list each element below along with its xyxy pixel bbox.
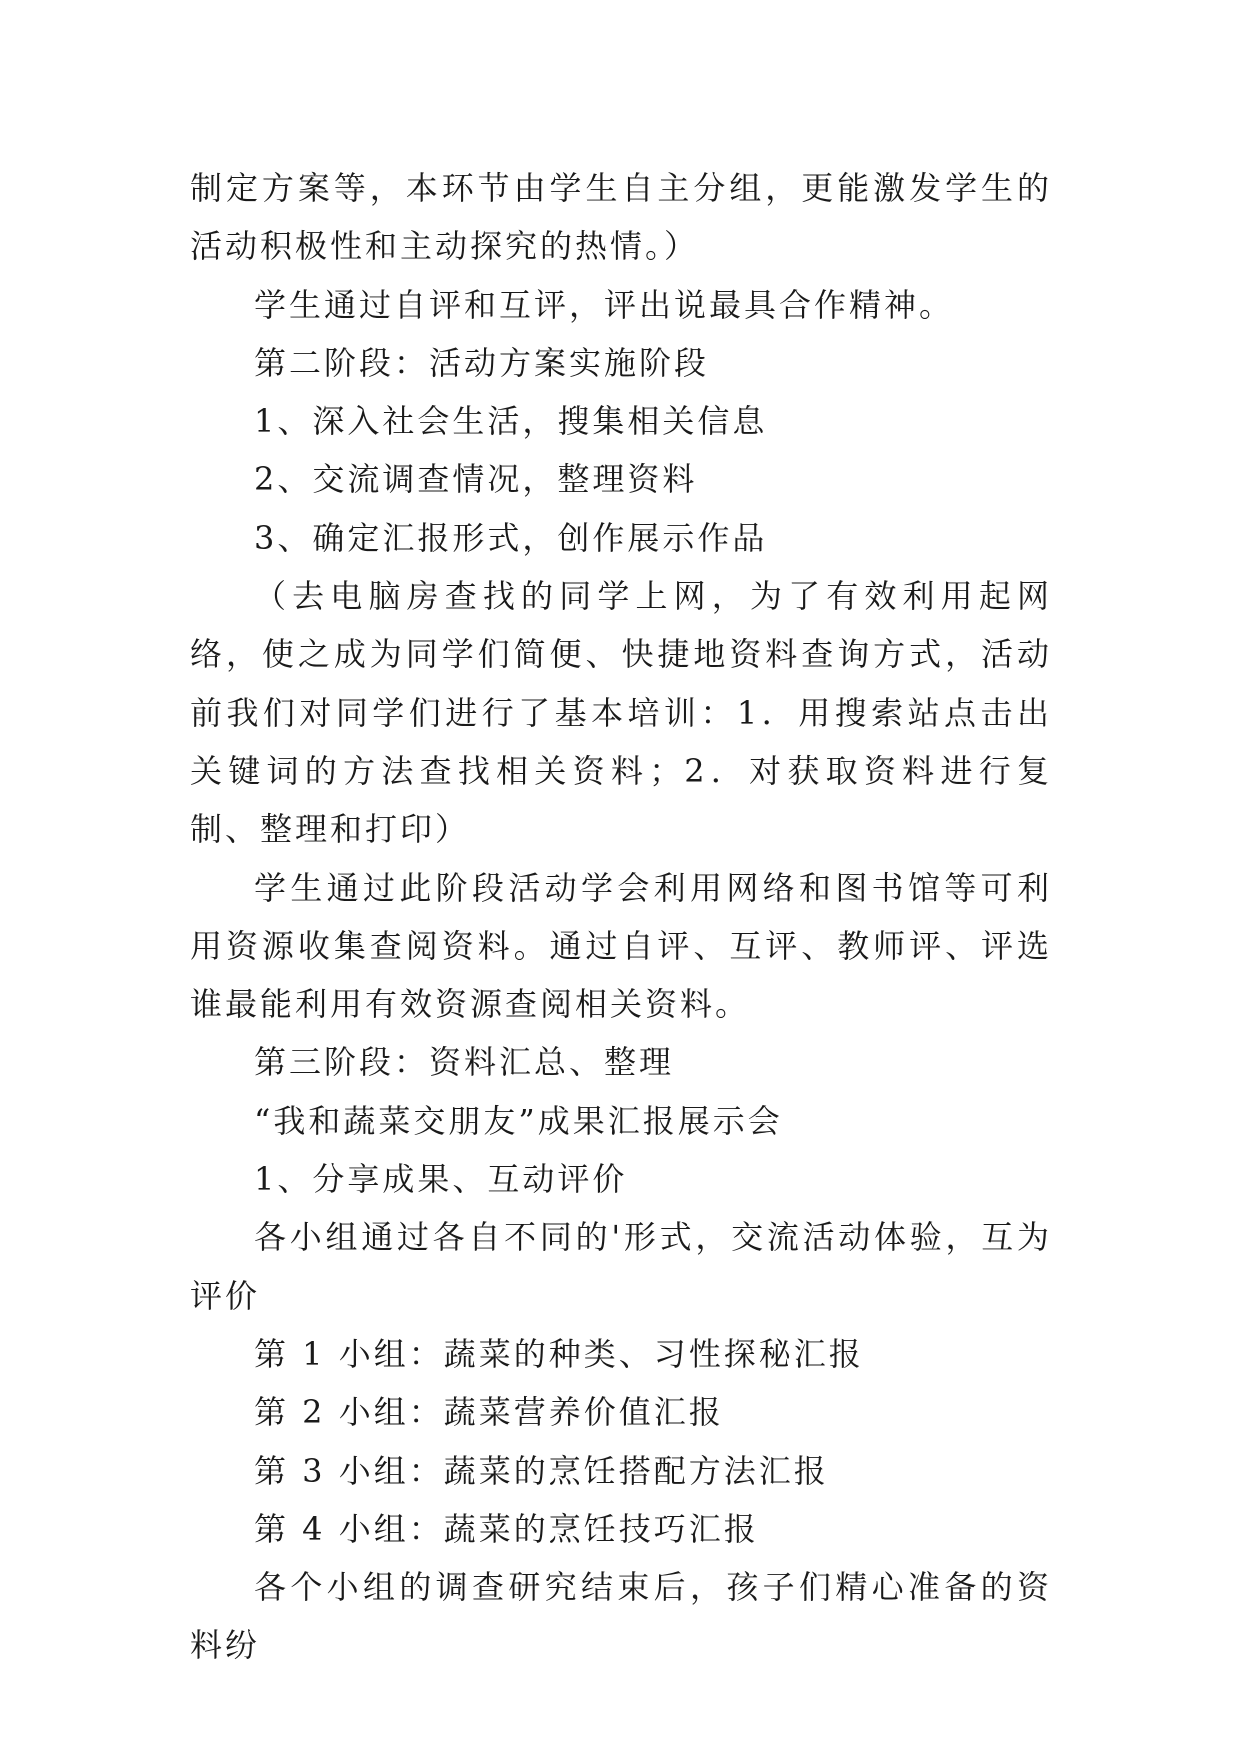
paragraph: 学生通过此阶段活动学会利用网络和图书馆等可利用资源收集查阅资料。通过自评、互评、教师评、评选谁最能利用有效资源查阅相关资料。 [190, 868, 1052, 1024]
list-item: 1、分享成果、互动评价 [254, 1160, 628, 1199]
section-heading: 第三阶段：资料汇总、整理 [254, 1043, 675, 1082]
paragraph: “我和蔬菜交朋友”成果汇报展示会 [254, 1101, 783, 1140]
paragraph: 制定方案等，本环节由学生自主分组，更能激发学生的活动积极性和主动探究的热情。） [190, 169, 1052, 266]
list-item: 1、深入社会生活，搜集相关信息 [254, 402, 768, 441]
list-item: 第 3 小组：蔬菜的烹饪搭配方法汇报 [254, 1451, 829, 1490]
list-item: 第 4 小组：蔬菜的烹饪技巧汇报 [254, 1509, 759, 1548]
paragraph: 各小组通过各自不同的'形式，交流活动体验，互为评价 [190, 1218, 1052, 1315]
list-item: 3、确定汇报形式，创作展示作品 [254, 518, 768, 557]
section-heading: 第二阶段：活动方案实施阶段 [254, 343, 710, 382]
paragraph: （去电脑房查找的同学上网，为了有效利用起网络，使之成为同学们简便、快捷地资料查询方式，活动前我们对同学们进行了基本培训：1．用搜索站点击出关键词的方法查找相关资料；2．对获取资料进行复制、整理和打印） [190, 577, 1052, 849]
list-item: 2、交流调查情况，整理资料 [254, 460, 698, 499]
paragraph: 学生通过自评和互评，评出说最具合作精神。 [254, 285, 955, 324]
paragraph: 各个小组的调查研究结束后，孩子们精心准备的资料纷 [190, 1568, 1052, 1665]
list-item: 第 1 小组：蔬菜的种类、习性探秘汇报 [254, 1334, 864, 1373]
list-item: 第 2 小组：蔬菜营养价值汇报 [254, 1393, 724, 1432]
document-body [190, 159, 1052, 1675]
